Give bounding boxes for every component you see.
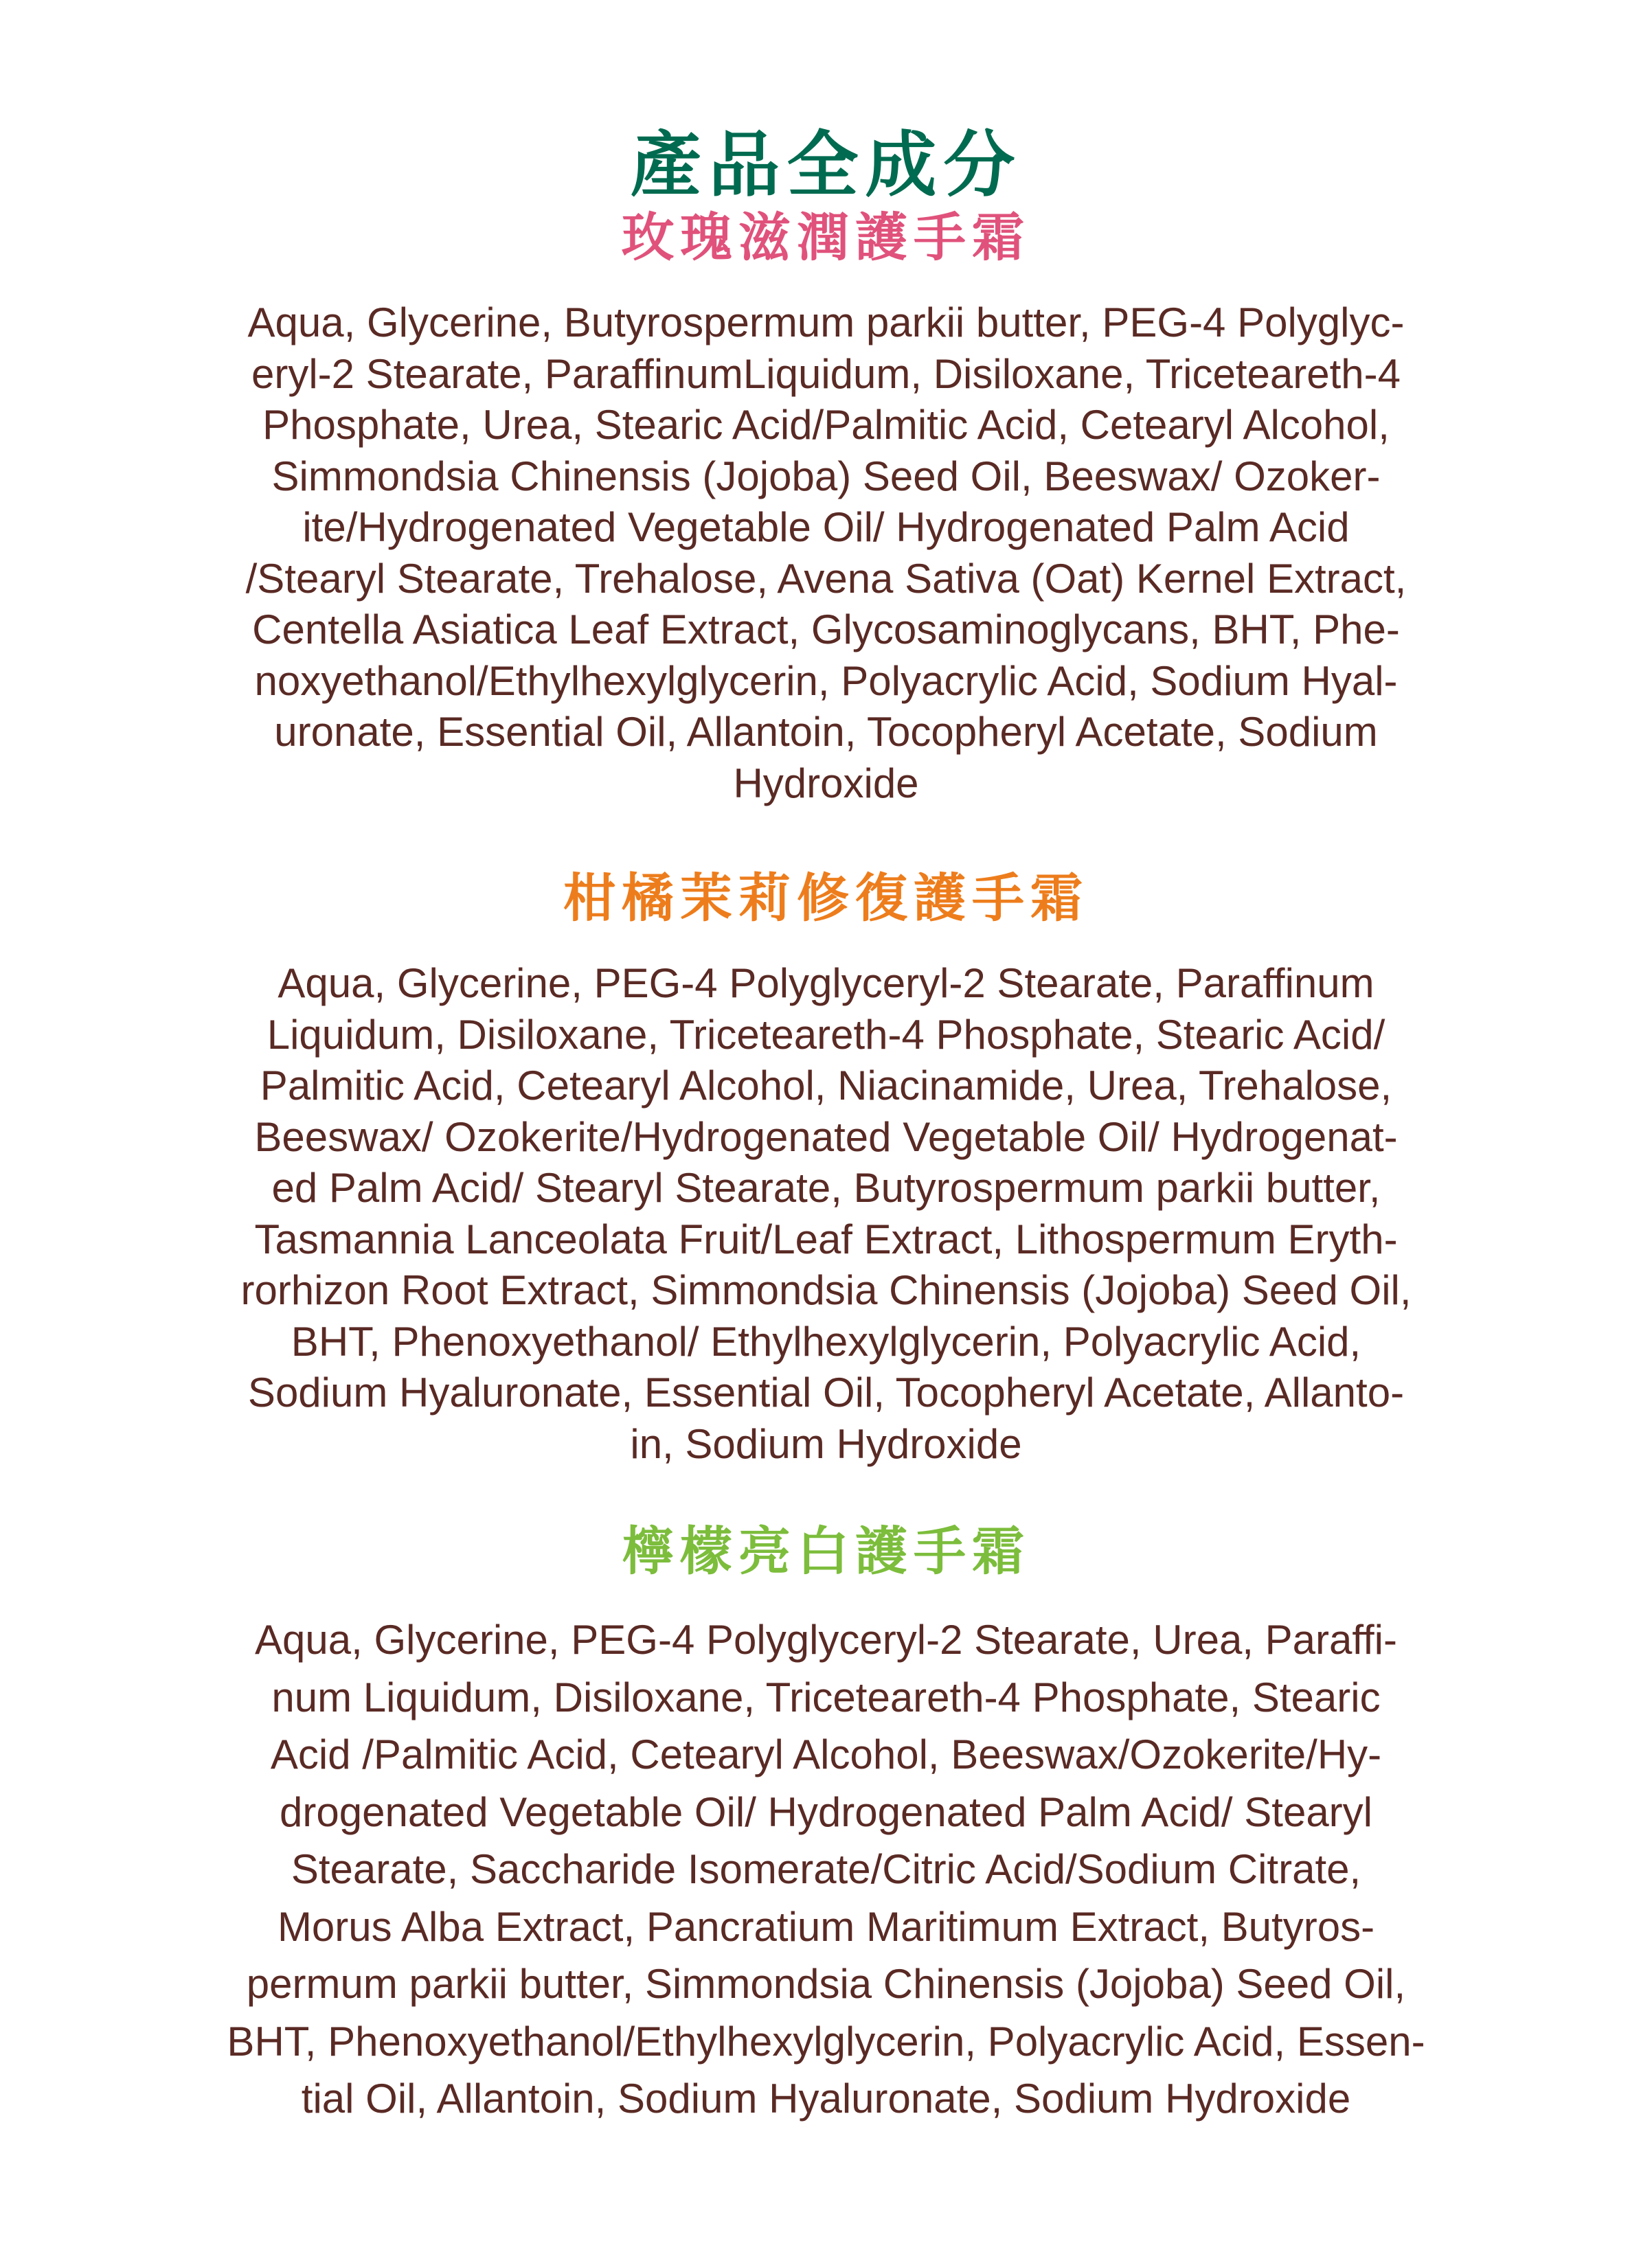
ingredient-line: Simmondsia Chinensis (Jojoba) Seed Oil, Beeswax/ Ozoker-	[271, 453, 1381, 499]
ingredient-line: Centella Asiatica Leaf Extract, Glycosaminoglycans, BHT, Phe-	[252, 606, 1400, 653]
ingredient-line: Aqua, Glycerine, PEG-4 Polyglyceryl-2 Stearate, Paraffinum	[278, 960, 1374, 1007]
ingredient-line: rorhizon Root Extract, Simmondsia Chinensis (Jojoba) Seed Oil,	[240, 1267, 1412, 1314]
ingredient-line: uronate, Essential Oil, Allantoin, Tocopheryl Acetate, Sodium	[274, 709, 1378, 755]
product-name-rose: 玫瑰滋潤護手霜	[622, 207, 1030, 268]
ingredient-line: Stearate, Saccharide Isomerate/Citric Acid/Sodium Citrate,	[291, 1846, 1361, 1893]
ingredient-line: /Stearyl Stearate, Trehalose, Avena Sativa (Oat) Kernel Extract,	[245, 555, 1407, 602]
ingredient-list-lemon	[172, 1611, 1480, 2128]
ingredient-line: ed Palm Acid/ Stearyl Stearate, Butyrospermum parkii butter,	[271, 1165, 1381, 1212]
ingredient-line: ite/Hydrogenated Vegetable Oil/ Hydrogenated Palm Acid	[302, 504, 1350, 551]
ingredient-line: Phosphate, Urea, Stearic Acid/Palmitic Acid, Cetearyl Alcohol,	[262, 402, 1390, 448]
ingredient-line: Liquidum, Disiloxane, Triceteareth-4 Phosphate, Stearic Acid/	[267, 1011, 1385, 1058]
ingredient-line: Beeswax/ Ozokerite/Hydrogenated Vegetable Oil/ Hydrogenat-	[254, 1113, 1398, 1160]
ingredient-line: Aqua, Glycerine, Butyrospermum parkii butter, PEG-4 Polyglyc-	[247, 299, 1405, 346]
ingredient-line: Aqua, Glycerine, PEG-4 Polyglyceryl-2 Stearate, Urea, Paraffi-	[255, 1617, 1397, 1663]
ingredient-line: tial Oil, Allantoin, Sodium Hyaluronate, Sodium Hydroxide	[301, 2076, 1351, 2122]
product-name-lemon: 檸檬亮白護手霜	[622, 1521, 1030, 1582]
ingredient-line: drogenated Vegetable Oil/ Hydrogenated Palm Acid/ Stearyl	[280, 1788, 1372, 1835]
ingredient-line: BHT, Phenoxyethanol/Ethylhexylglycerin, Polyacrylic Acid, Essen-	[227, 2018, 1425, 2065]
page-title: 產品全成分	[630, 122, 1022, 207]
ingredient-line: num Liquidum, Disiloxane, Triceteareth-4 Phosphate, Stearic	[271, 1674, 1381, 1720]
ingredient-line: noxyethanol/Ethylhexylglycerin, Polyacrylic Acid, Sodium Hyal-	[254, 657, 1398, 704]
product-section-rose	[172, 206, 1480, 809]
product-section-lemon	[172, 1520, 1480, 2128]
product-name-citrus-jasmine: 柑橘茉莉修復護手霜	[563, 867, 1089, 929]
ingredient-line: permum parkii butter, Simmondsia Chinensis (Jojoba) Seed Oil,	[246, 1961, 1406, 2008]
ingredient-list-citrus-jasmine	[172, 958, 1480, 1470]
ingredient-line: Palmitic Acid, Cetearyl Alcohol, Niacinamide, Urea, Trehalose,	[260, 1062, 1392, 1109]
ingredient-line: Sodium Hyaluronate, Essential Oil, Tocopheryl Acetate, Allanto-	[247, 1370, 1405, 1416]
ingredient-line: eryl-2 Stearate, ParaffinumLiquidum, Disiloxane, Triceteareth-4	[251, 350, 1401, 397]
ingredient-line: in, Sodium Hydroxide	[630, 1420, 1022, 1467]
product-section-citrus-jasmine	[172, 867, 1480, 1470]
ingredient-line: Morus Alba Extract, Pancratium Maritimum Extract, Butyros-	[277, 1903, 1375, 1950]
ingredient-line: BHT, Phenoxyethanol/ Ethylhexylglycerin, Polyacrylic Acid,	[291, 1318, 1361, 1365]
ingredient-line: Acid /Palmitic Acid, Cetearyl Alcohol, Beeswax/Ozokerite/Hy-	[270, 1731, 1382, 1778]
ingredient-list-rose	[172, 297, 1480, 809]
ingredient-line: Hydroxide	[733, 760, 919, 806]
ingredient-line: Tasmannia Lanceolata Fruit/Leaf Extract, Lithospermum Eryth-	[254, 1216, 1398, 1262]
